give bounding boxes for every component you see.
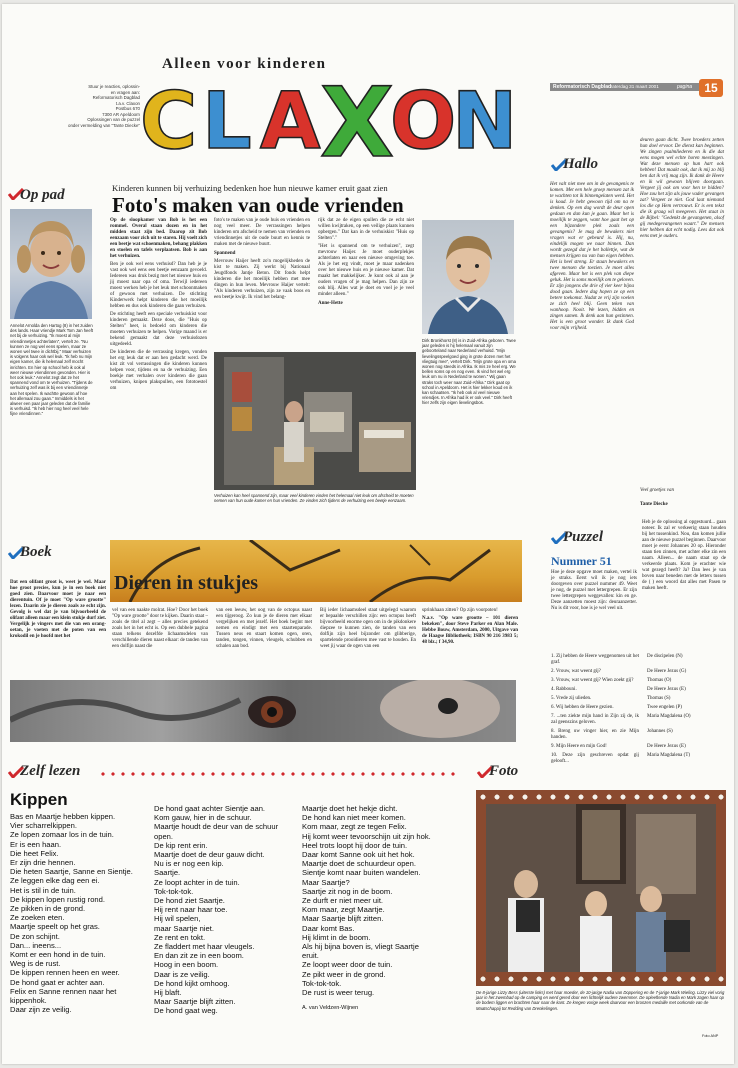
poem-line: Heel trots loopt hij door de tuin. <box>302 840 408 850</box>
paper-name: Reformatorisch Dagblad <box>553 84 612 90</box>
poem-line: Het is stil in de tuin. <box>10 885 76 895</box>
kippen-col1 <box>10 812 133 1014</box>
puzzel-title: Nummer 51 <box>551 554 612 568</box>
poem-line: De hond gaat er achter aan. <box>10 977 105 987</box>
paragraph: De kinderen die de verrassing kregen, vonden het erg leuk dat er aan hen gedacht werd. De kist zit vol verrassingen die kinderen kunnen helpen voor, tijdens en na de verhuizing. Een boekje met verhalen over kinderen die gaan verhuizen, knipen plakspullen, een fototoestel om <box>110 350 207 391</box>
kippen-col2 <box>154 804 278 1016</box>
address-line: onder vermelding van "Tante Diecke" <box>68 122 140 128</box>
poem-line: Maartje houdt de deur van de schuur <box>154 822 279 832</box>
puzzle-question: 9. Mijn Heere en mijn God! <box>551 744 607 749</box>
poem-line: De rust is weer terug. <box>302 988 375 998</box>
hallo-label: Hallo <box>563 156 599 172</box>
poem-line: Maartje doet de schuurdeur open. <box>302 859 416 869</box>
claxon-letter: A <box>260 77 321 163</box>
puzzle-answer: Twee engelen (P) <box>647 705 682 710</box>
poem-line: Er is een haan. <box>10 839 62 849</box>
claxon-logo <box>140 68 520 163</box>
paper-date: zaterdag 31 maart 2001 <box>610 84 659 89</box>
hallo-col2: deuren gaan dicht. Twee broeders zetten hun doel ervoor. De dienst kan beginnen. We zingen psalmliederen en ik die dat eens mogen wel echte horen meezingen. Wat deze mensen op hun hart ook hebben! Dat maakt ook, dat ik mij zo blij ben dat ik vrij mag zijn. Ik dank de Heere en ik wil gewoon blijven doorgaan. Vergeet jij ook om voor hen te bidden? Hoe zou het zijn als jouw vader gevangen zat? Vergeet ze niet. God laat niemand los die op Hem vertrouwt. Er is een tekst die ik graag wil meegeven. Het staat in de Bijbel: "Gedenkt de gevangenen, alsof gij medegevangenen waart." De mensen hier hebben dat echt nodig. Lees dat ook eens met je ouders. <box>640 138 724 239</box>
address-block <box>60 84 140 128</box>
boek-col5-text: sprinkhaan zitten? Op zijn voorpoten! <box>422 608 498 613</box>
paragraph: "Het is spannend om te verhuizen", zegt mevrouw Haijer. Je moet ouderplekjes achterlaten en naar een nieuwe omgeving toe. Als je het erg vindt, moet je maar nadenken over het nieuwe huis en je nieuwe kamer. Dat maakt het makkelijker. Je kunt ook al aan je ouders vragen of je mag helpen. Dan zijn ze ook blij. Alles wat je doet en voel je je veel minder alleen." <box>318 244 414 297</box>
poem-line: Weg is de rust. <box>10 959 61 969</box>
newspaper-page <box>2 4 734 1064</box>
claxon-letter: X <box>320 68 395 163</box>
poem-line: En dan zit ze in een boom. <box>154 951 244 961</box>
poem-line: Hij rent naar haar toe. <box>154 905 228 915</box>
paragraph: rijk dat ze de eigen spullen die ze echt niet willen kwijtraken, op een veilige plaats kunnen opbergen." Dat kan in de verhuiskist "Huis op Stelten"." <box>318 218 414 241</box>
poem-line: Vier scharrelkippen. <box>10 821 77 831</box>
poem-line: open. <box>154 831 174 841</box>
hallo-signature: Tante Diecke <box>640 502 668 507</box>
puzzle-answer: De Heere Jezus (E) <box>647 687 686 692</box>
poem-line: Maar Saartje? <box>302 877 350 887</box>
poem-line: De kip rent erin. <box>154 840 208 850</box>
claxon-letter: L <box>202 77 252 163</box>
poem-line: Sientje komt naar buiten wandelen. <box>302 868 421 878</box>
puzzel-right-intro: Heb je de oplossing al opgestuurd... gaan noteer. Ik zal er verkeerig staan houden bij het tussenkind. Nou, dan komen jullie aan de nieuwe puzzel beginnen. Daarvoor moet je eerst Johannes 20 op. Hieronder staan tien zinnen, met achter elke zin een naam. Alleen... de naam staat op de verkeerde plaats. Kom je erachter wie wat gezegd heeft? Ja? Dan lees je van boven naar beneden met de letters tussen de ( ) een woord dat alles met Pasen te maken heeft. <box>642 520 726 591</box>
hallo-greeting: Veel groetjes van <box>640 488 674 493</box>
op-pad-kicker: Kinderen kunnen bij verhuizing bedenken hoe hun nieuwe kamer eruit gaat zien <box>112 183 388 193</box>
poem-line: Ze loopt achter in de tuin. <box>154 877 240 887</box>
claxon-letter: O <box>390 77 457 163</box>
poem-line: De zon schijnt. <box>10 931 60 941</box>
poem-line: Hoog in een boom. <box>154 960 219 970</box>
puzzle-question: 6. Wij hebben de Heere gezien. <box>551 705 614 710</box>
poem-line: Ze lopen zomaar los in de tuin. <box>10 830 114 840</box>
poem-line: Hij klimt in de boom. <box>302 932 371 942</box>
poem-line: Felix en Sanne rennen naar het <box>10 986 117 996</box>
poem-line: De hond kijkt omhoog. <box>154 978 230 988</box>
poem-line: eruit. <box>302 951 319 961</box>
kippen-col3 <box>302 804 431 997</box>
poem-line: Kom gauw, hier in de schuur. <box>154 813 252 823</box>
puzzle-question: 3. Vrouw, wat weent gij? Wien zoekt gij? <box>551 678 634 683</box>
poem-line: De hond ziet Saartje. <box>154 896 225 906</box>
kippen-title: Kippen <box>10 790 68 809</box>
puzzle-question: 7. ...ten ziekte mijn hand in Zijn zij de, ik zal geenszins geloven. <box>551 714 639 725</box>
poem-line: Ze durft er niet meer uit. <box>302 896 384 906</box>
poem-line: Komt er een hond in de tuin. <box>10 950 106 960</box>
poem-line: De hond gaat achter Sientje aan. <box>154 804 266 813</box>
boek-reference: N.a.v. "Op ware grootte – 101 dieren bekeken", door Steve Parker en Alan Male. Hebbe Bouw, Amsterdam, 2000, Uitgave van de Haagse Bibliotheek; ISBN 90 216 3983 5; 48 blz.; f 34,90. <box>422 616 518 645</box>
poem-line: Maartje doet de deur gauw dicht. <box>154 850 265 860</box>
poem-line: Kom maar, zegt ze tegen Felix. <box>302 822 407 832</box>
children-award-photo <box>486 804 716 972</box>
hallo-col1: Het valt niet mee om in de gevangenis te komen. Met een hele groep mensen zat ik te wachten tot ik binnengelaten werd. Het is koud. Je hebt gewoon tijd om na te denken. Op een dag wordt de deur open gedaan en dan kun je gaan. Maar het is moeilijk te zeggen, want hoe gaat het op een bijzondere plek zoals een gevangenis? Je mag de bewakers niet vragen wat er gebeurd is. Hij, nu, eindelijk mogen we naar binnen. Dan wordt gezegd dat je het ballettje, wat de mensen krijgen nu van hun eigen hebben. Het is heel streng. Er staan bewakers en twee mensen die toezien. Je moet alles afgeven. Maar het is een plek van diepe geluk. Het is soms moeilijk om te geloven. Er zijn jongens die drie of vier keer bijna dood gaan. Iedere dag hopen ze op een betere toekomst. Nadat ze vrij zijn voelen ze zich heel blij. Geen teken van wanhoop. Nooit. We lezen, bidden en zingen samen. Ik denk aan hun gezinnen. Het is een groot wonder. Ik dank God voor mijn vrijheid. <box>550 182 635 331</box>
op-pad-col3 <box>318 218 414 309</box>
film-holes-bottom <box>476 975 726 983</box>
filmstrip-frame <box>476 790 726 986</box>
poem-line: De kippen lopen rustig rond. <box>10 894 105 904</box>
puzzle-row <box>551 669 727 675</box>
poem-line: Maar Saartje blijft zitten. <box>302 914 384 924</box>
poem-line: Maartje speelt op het gras. <box>10 922 100 932</box>
dot-rule <box>98 772 458 776</box>
address-line: Reformatorisch Dagblad <box>92 95 140 100</box>
puzzle-row <box>551 753 727 765</box>
annelot-caption: Annelot Arnolda den Hartog (8) in het zuiden des lands. Haar vriendje Mark Tom Jan heeft net bij de verhuizing. "Ik moest al mijn vriendinnetjes achterlaten", vertelt ze. "Nu kunnen ze nog wel eens spelen, maar ze wonen wel twee in dichtbij." Maar verhuizen is volgens haar ook wel leuk. "Ik heb nu mijn eigen kamer, die ik helemaal zelf mocht inrichten. En hier op school heb ik ook al weer nieuwe vriendinnen gevonden. Hier is het ook leuk." Annelot zegt dat ze het spannend vond om te verhuizen. "Tijdens de verhuizing zelf was ik bij een vriendinnetje aan het spelen. Ik wachtte gewoon af hoe het allemaal zou gaan." Inmiddels is het alweer een paar jaar geleden dat de familie is verhuisd. "Ik heb hier nog heel veel hele fijne vriendinnen." <box>10 323 94 417</box>
claxon-letter: C <box>140 77 198 163</box>
poem-line: Ze pikken in de grond. <box>10 904 86 914</box>
puzzle-answer: Maria Magdalena (O) <box>647 714 691 719</box>
puzzel-rows <box>551 654 727 768</box>
poem-line: Er zijn drie hennen. <box>10 858 76 868</box>
paragraph: Op de sloopkamer van Bob is het een rommel. Overal staan dozen en in het midden staat zijn bed. Daarop zit Bob eenzaam voor zich uit te staren. Hij voelt zich een beetje wat schoenmaken, behang plakken en stoelen en tafels verplaatsen. Bob is aan het verhuizen. <box>110 218 207 259</box>
puzzle-answer: Thomas (O) <box>647 678 672 683</box>
poem-line: Daar komt Bas. <box>302 923 355 933</box>
film-holes-top <box>476 793 726 801</box>
poem-line: kippenhok. <box>10 996 47 1006</box>
header-subtitle: Alleen voor kinderen <box>162 56 327 72</box>
paragraph: Anne-Hette <box>318 301 343 306</box>
boek-col5 <box>422 608 518 648</box>
poem-line: Ze zoeken eten. <box>10 913 65 923</box>
address-line: Postbus 670 <box>115 106 140 111</box>
boek-label: Boek <box>20 544 52 560</box>
puzzle-answer: Maria Magdalena (T) <box>647 753 691 758</box>
puzzle-row <box>551 654 727 666</box>
address-line: en vragen aan: <box>110 89 140 95</box>
kippen-author: A. van Veldzen-Wijnen <box>302 1005 359 1011</box>
puzzle-answer: Johannes (S) <box>647 729 673 734</box>
poem-line: Die heet Felix. <box>10 848 59 858</box>
puzzle-row <box>551 714 727 726</box>
animal-eye-illustration <box>10 680 516 742</box>
op-pad-col2 <box>214 218 310 303</box>
foto-credit: Foto ANP <box>702 1034 719 1038</box>
poem-line: Tok-tok-tok. <box>154 886 194 896</box>
poem-line: Daar is ze veilig. <box>154 969 210 979</box>
poem-line: Saartje zit nog in de boom. <box>302 886 393 896</box>
puzzle-answer: De discipelen (N) <box>647 654 683 659</box>
address-line: Stuur je reacties, oplossin- <box>88 84 140 89</box>
poem-line: Maartje doet het hekje dicht. <box>302 804 398 813</box>
page-label: pagina <box>677 84 693 90</box>
puzzle-answer: De Heere Jezus (E) <box>647 744 686 749</box>
paragraph: Spannend <box>214 251 236 256</box>
poem-line: Daar komt Sanne ook uit het hok. <box>302 850 415 860</box>
claxon-letter: N <box>452 77 518 163</box>
paragraph: Mevrouw Haijer heeft zo'n mogelijkheden de kist te maken. Zij werkt bij Nationaal Jeugdfonds Jantje Beton. Dit fonds helpt kinderen die het moeilijk hebben met mee dingen in hun leven. Mevrouw Haijer vertelt: "Als kinderen verhuizen, zijn ze vaak boos en een beetje kwijt. Ik vind het belang- <box>214 259 310 300</box>
address-line: Oplossingen van de puzzel <box>87 117 140 122</box>
puzzle-question: 4. Rabbouni. <box>551 687 577 692</box>
puzzle-row <box>551 705 727 711</box>
poem-line: Ze pikt weer in de grond. <box>302 969 386 979</box>
op-pad-headline: Foto's maken van oude vrienden <box>112 193 404 217</box>
poem-line: Bas en Maartje hebben kippen. <box>10 812 116 821</box>
poem-line: Tok-tok-tok. <box>302 978 342 988</box>
puzzel-intro: Hoe je deze opgave moet maken, vertel ik je straks. Eerst wil ik je nog iets doorgeven over puzzel nummer 49. Weet je nog, de puzzel met lettergrepen. Er zijn twee lettergrepen weggevallen: kin en ge. Deze aanzetten moest zijn: deuraanzetter. Nu is dit voor, hoe is je wel veel uit. <box>551 570 637 611</box>
poem-line: De hond gaat weg. <box>154 1006 218 1016</box>
puzzle-question: 8. Breng uw vinger hier, en zie Mijn handen. <box>551 729 639 740</box>
moving-boxes-photo <box>214 352 416 490</box>
poem-line: De kippen rennen heen en weer. <box>10 968 120 978</box>
poem-line: Ze loopt weer door de tuin. <box>302 960 393 970</box>
address-line: t.a.v. Claxon <box>115 100 140 106</box>
poem-line: Ze rent en tokt. <box>154 932 206 942</box>
poem-line: Die heten Saartje, Sanne en Sientje. <box>10 867 133 877</box>
paragraph: De stichting heeft een speciale verhuiskist voor kinderen gemaakt. Deze doos, die "Huis op Stelten" heet, is bedoeld om kinderen die moeten verhuizen te helpen. Vorige maand is er bekend gemaakt dat deze verhuisdozen uitgedeeld. <box>110 312 207 347</box>
puzzle-question: 2. Vrouw, wat weent gij? <box>551 669 601 674</box>
page-number: 15 <box>704 81 718 95</box>
paragraph: foto's te maken van je oude huis en vrienden en nog veel meer. De verrassingen helpen kinderen om afscheid te nemen van vrienden en vriendinnetjes uit de oude buurt en kennis te maken met de nieuwe buurt. <box>214 218 310 247</box>
op-pad-col1 <box>110 218 207 394</box>
poem-line: Hij komt weer tevoorschijn uit zijn hok. <box>302 831 431 841</box>
poem-line: Ze fladdert met haar vleugels. <box>154 942 255 952</box>
poem-line: Kom maar, zegt Maartje. <box>302 905 385 915</box>
puzzle-row <box>551 696 727 702</box>
poem-line: Dan... ineens... <box>10 940 62 950</box>
puzzle-question: 10. Deze zijn geschreven opdat gij gelooft... <box>551 753 639 764</box>
poem-line: Maar Saartje blijft zitten. <box>154 997 236 1007</box>
zelf-lezen-label: Zelf lezen <box>20 763 81 779</box>
banner-title: Dieren in stukjes <box>114 572 259 594</box>
poem-line: Hij blaft. <box>154 988 182 998</box>
op-pad-label: Op pad <box>20 187 65 203</box>
address-line: 7300 AR Apeldoorn <box>102 111 140 117</box>
foto-label: Foto <box>489 763 519 779</box>
puzzle-row <box>551 729 727 741</box>
moving-photo-caption: Verhuizen kan heel spannend zijn, maar veel kinderen vinden het helemaal niet leuk om afscheid te moeten nemen van hun oude kamer en hun vrienden. Ze vinden zich tijdens de verhuizing een beetje eenzaam. <box>214 493 414 504</box>
annelot-portrait <box>10 209 92 319</box>
foto-caption: De 8-jarige Lizzy Bess (uiterste links) met haar moeder, de 10-jarige Nadia van Doppering en de 7-jarige Mark Wieling. Lizzy viel vorig jaar in het zwembad op de camping en werd gered door een lichtelijk oudere zwemmer. De opleeftende Nadia en Mark zagen haar op de bodem liggen en brachten haar naar de kant. Ze kregen vorige week daarvoor een bronzen medaille met oorkonde van de Maatschappij tot Redding van Drenkelingen. <box>476 990 725 1011</box>
poem-line: De hond kan niet meer komen. <box>302 813 406 823</box>
puzzel-label: Puzzel <box>563 529 604 545</box>
boek-col2: vel van een naakte molrat. Hoe? Door het boek "Op ware grootte" door te kijken. Daarin staat – zoals de titel al zegt – alles precies getekend zoals het in het echt is. Op een dubbele pagina staan telkens dezelfde lichaamsdelen van verschillende dieren naast elkaar: de tanden van een dolfijn naast die <box>112 608 208 649</box>
poem-line: Nu is er nog een kip. <box>154 859 224 869</box>
poem-line: Saartje. <box>154 868 181 878</box>
puzzle-row <box>551 744 727 750</box>
poem-line: Hij wil spelen, <box>154 914 201 924</box>
paragraph: Ben je ook wel eens verhuisd? Dan heb je je vast ook wel eens een beetje eenzaam gevoeld. Iedereen was druk bezig met het nieuwe huis en jij moest naar opa of oma. Terwijl iedereen moest werken heb je het leuk met schoonmaken of gewoon met verhuizen. De stichting Kinderwerk helpt kinderen die het moeilijk hebben en dus ook kinderen die gaan verhuizen. <box>110 262 207 309</box>
puzzle-question: 5. Vrede zij ulieden. <box>551 696 592 701</box>
puzzle-question: 1. Zij hebben de Heere weggenomen uit het graf. <box>551 654 639 665</box>
puzzle-row <box>551 678 727 684</box>
boek-col4: Bij ieder lichaamsdeel staat uitgelegd waarom er bepaalde verschillen zijn: een octopus heeft bijvoorbeeld enorme ogen om in de pikdonkere diepzee te kunnen zien, de tanden van een dolfijn zijn heel bijzonder om glibberige, spartelende prooidieren mee vast te houden. En weet jij waar de ogen van een <box>320 608 416 649</box>
poem-line: maar Saartje niet. <box>154 923 214 933</box>
boek-col3: van een leeuw, het oog van de octopus naast een tijgeroog. Zo kun je de dieren met elkaar vergelijken en met jezelf. Het boek begint met nemen en eindigt met een staartenparade. Tussen neus en staart komen ogen, oren, tanden, tongen, vinnen, vleugels, schubben en schalen aan bod. <box>216 608 312 649</box>
poem-line: Ze leggen elke dag een ei. <box>10 876 100 886</box>
boek-lead: Dat een olifant groot is, weet je wel. Maar hoe groot precies, kun je in een boek niet goed zien. Daarvoor moet je naar een dierentuin. Of je moet "Op ware grootte" lezen. Daarin zie je dieren zoals ze echt zijn. Gevolg is wel dat je van bijvoorbeeld de olifant alleen maar een klein stukje durf ziet. Vergelijk je vingers met die van een orang-oetan, je voeten met de poten van een krokodil en je hoofd met het <box>10 580 106 639</box>
puzzle-row <box>551 687 727 693</box>
dirk-portrait <box>422 220 514 334</box>
poem-line: Als hij bijna boven is, vliegt Saartje <box>302 942 419 952</box>
dirk-caption: Dirk Bronkhorst (8) is in Zuid-Afrika geboren. Twee jaar geleden is hij helemaal vanuit zijn geboorteland naar Nederland verhuisd. "Mijn lievelingsspeelgoed ging in grote dozen met het vliegtuig mee", vertelt Dirk. "Mijn grote opa en oma wonen nog steeds in Afrika. Ik mis ze heel erg. We bellen soms op en nog even. Ik vind het wel erg leuk om nu in Nederland te wonen." Wij gaan straks toch weer naar Zuid-Afrika." Dirk gaat op school in Apeldoorn. Het is hier lekker koud en ik kan schaatsen. "Ik heb ook al veel nieuwe vriendjes. In Afrika had ik er ook veel." Dirk heeft hier zelfs zijn eigen lievelingsbos. <box>422 338 516 406</box>
boek-col1 <box>10 580 106 640</box>
poem-line: Daar zijn ze veilig. <box>10 1005 72 1015</box>
puzzle-answer: De Heere Jezus (G) <box>647 669 687 674</box>
puzzle-answer: Thomas (S) <box>647 696 671 701</box>
